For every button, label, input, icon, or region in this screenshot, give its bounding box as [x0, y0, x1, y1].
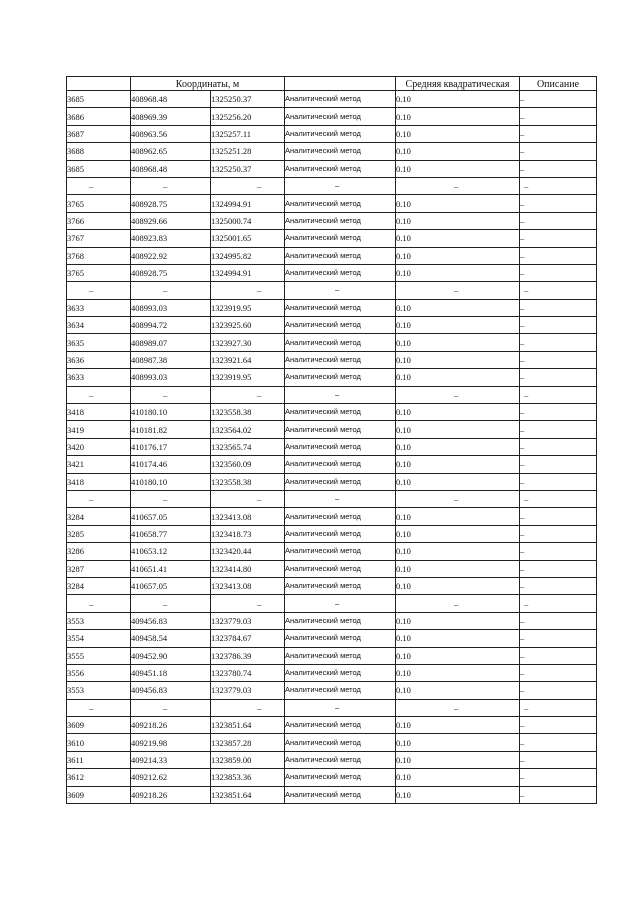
cell-coord-x: 408993.03 — [131, 299, 211, 316]
cell-point-number: 3765 — [67, 195, 131, 212]
cell-coord-x: 408989.07 — [131, 334, 211, 351]
cell-coord-y: 1323853.36 — [211, 769, 285, 786]
cell-point-number: 3612 — [67, 769, 131, 786]
cell-method: Аналитический метод — [285, 525, 396, 542]
cell-point-number: 3611 — [67, 751, 131, 768]
cell-description: – — [520, 577, 597, 594]
cell-error: – — [396, 490, 520, 507]
cell-coord-y: 1325251.28 — [211, 143, 285, 160]
cell-method: Аналитический метод — [285, 351, 396, 368]
cell-method: Аналитический метод — [285, 160, 396, 177]
cell-coord-x: 410657.05 — [131, 508, 211, 525]
cell-coord-x: 409219.98 — [131, 734, 211, 751]
cell-coord-x: – — [131, 699, 211, 716]
cell-point-number: 3284 — [67, 508, 131, 525]
cell-coord-x: – — [131, 282, 211, 299]
cell-coord-x: 410180.10 — [131, 404, 211, 421]
cell-error: – — [396, 282, 520, 299]
table-row — [67, 560, 597, 577]
cell-point-number: 3685 — [67, 91, 131, 108]
cell-method: Аналитический метод — [285, 317, 396, 334]
cell-coord-y: 1323851.64 — [211, 717, 285, 734]
cell-error: 0.10 — [396, 247, 520, 264]
cell-point-number: – — [67, 386, 131, 403]
cell-coord-y: 1323420.44 — [211, 543, 285, 560]
cell-error: 0.10 — [396, 577, 520, 594]
cell-coord-y: 1324994.91 — [211, 264, 285, 281]
table-row — [67, 577, 597, 594]
cell-coord-x: – — [131, 595, 211, 612]
cell-coord-y: 1323784.67 — [211, 630, 285, 647]
cell-point-number: 3554 — [67, 630, 131, 647]
cell-coord-x: 409452.90 — [131, 647, 211, 664]
cell-method: Аналитический метод — [285, 230, 396, 247]
cell-method: Аналитический метод — [285, 786, 396, 803]
cell-error: – — [396, 386, 520, 403]
cell-coord-y: – — [211, 490, 285, 507]
cell-method: Аналитический метод — [285, 664, 396, 681]
cell-description: – — [520, 508, 597, 525]
cell-point-number: 3633 — [67, 369, 131, 386]
cell-coord-x: 408922.92 — [131, 247, 211, 264]
cell-method: – — [285, 595, 396, 612]
cell-error: 0.10 — [396, 751, 520, 768]
cell-coord-y: 1323565.74 — [211, 438, 285, 455]
cell-error: 0.10 — [396, 143, 520, 160]
cell-point-number: – — [67, 177, 131, 194]
cell-coord-y: 1323859.00 — [211, 751, 285, 768]
table-row — [67, 317, 597, 334]
cell-coord-x: 408968.48 — [131, 91, 211, 108]
table-row — [67, 143, 597, 160]
cell-description: – — [520, 334, 597, 351]
cell-method: – — [285, 699, 396, 716]
cell-error: 0.10 — [396, 91, 520, 108]
cell-coord-x: 408993.03 — [131, 369, 211, 386]
cell-description: – — [520, 769, 597, 786]
cell-error: – — [396, 177, 520, 194]
table-row — [67, 473, 597, 490]
cell-error: 0.10 — [396, 299, 520, 316]
cell-coord-x: 408969.39 — [131, 108, 211, 125]
cell-coord-x: 408963.56 — [131, 125, 211, 142]
cell-method: Аналитический метод — [285, 438, 396, 455]
cell-description: – — [520, 490, 597, 507]
cell-point-number: 3285 — [67, 525, 131, 542]
cell-coord-y: 1323857.28 — [211, 734, 285, 751]
cell-method: Аналитический метод — [285, 769, 396, 786]
header-number — [67, 77, 131, 91]
cell-coord-x: 409456.83 — [131, 682, 211, 699]
cell-method: Аналитический метод — [285, 195, 396, 212]
cell-point-number: 3687 — [67, 125, 131, 142]
separator-row — [67, 490, 597, 507]
cell-point-number: 3767 — [67, 230, 131, 247]
header-description: Описание — [520, 77, 597, 91]
table-row — [67, 108, 597, 125]
cell-coord-y: – — [211, 595, 285, 612]
cell-method: – — [285, 386, 396, 403]
cell-coord-y: 1323414.80 — [211, 560, 285, 577]
cell-method: Аналитический метод — [285, 143, 396, 160]
cell-coord-y: 1324994.91 — [211, 195, 285, 212]
cell-point-number: 3419 — [67, 421, 131, 438]
cell-point-number: 3634 — [67, 317, 131, 334]
cell-error: 0.10 — [396, 473, 520, 490]
cell-coord-x: – — [131, 177, 211, 194]
cell-error: 0.10 — [396, 404, 520, 421]
cell-error: 0.10 — [396, 456, 520, 473]
table-row — [67, 543, 597, 560]
cell-description: – — [520, 595, 597, 612]
cell-error: 0.10 — [396, 230, 520, 247]
cell-method: Аналитический метод — [285, 612, 396, 629]
table-row — [67, 299, 597, 316]
cell-point-number: 3420 — [67, 438, 131, 455]
cell-point-number: 3635 — [67, 334, 131, 351]
cell-coord-y: 1323418.73 — [211, 525, 285, 542]
cell-error: 0.10 — [396, 351, 520, 368]
cell-error: 0.10 — [396, 212, 520, 229]
cell-error: 0.10 — [396, 734, 520, 751]
cell-coord-x: 409458.54 — [131, 630, 211, 647]
cell-coord-y: 1325250.37 — [211, 91, 285, 108]
cell-method: – — [285, 282, 396, 299]
cell-error: 0.10 — [396, 264, 520, 281]
cell-method: Аналитический метод — [285, 473, 396, 490]
cell-error: 0.10 — [396, 560, 520, 577]
cell-coord-y: 1323786.39 — [211, 647, 285, 664]
table-row — [67, 734, 597, 751]
table-row — [67, 230, 597, 247]
cell-error: 0.10 — [396, 682, 520, 699]
cell-coord-x: – — [131, 386, 211, 403]
cell-description: – — [520, 699, 597, 716]
cell-description: – — [520, 143, 597, 160]
cell-method: Аналитический метод — [285, 421, 396, 438]
cell-coord-y: 1323560.09 — [211, 456, 285, 473]
cell-coord-y: 1323779.03 — [211, 682, 285, 699]
cell-description: – — [520, 212, 597, 229]
cell-method: Аналитический метод — [285, 508, 396, 525]
table-row — [67, 717, 597, 734]
table-row — [67, 525, 597, 542]
table-row — [67, 769, 597, 786]
cell-point-number: 3555 — [67, 647, 131, 664]
table-row — [67, 264, 597, 281]
cell-method: Аналитический метод — [285, 717, 396, 734]
cell-point-number: 3685 — [67, 160, 131, 177]
cell-coord-y: – — [211, 386, 285, 403]
cell-error: 0.10 — [396, 108, 520, 125]
cell-method: Аналитический метод — [285, 404, 396, 421]
cell-description: – — [520, 682, 597, 699]
table-row — [67, 351, 597, 368]
cell-coord-y: 1325256.20 — [211, 108, 285, 125]
cell-error: 0.10 — [396, 125, 520, 142]
cell-error: 0.10 — [396, 334, 520, 351]
cell-coord-x: 408987.38 — [131, 351, 211, 368]
cell-point-number: 3768 — [67, 247, 131, 264]
cell-description: – — [520, 125, 597, 142]
cell-method: Аналитический метод — [285, 682, 396, 699]
cell-error: 0.10 — [396, 786, 520, 803]
cell-coord-x: 408994.72 — [131, 317, 211, 334]
cell-coord-x: 410180.10 — [131, 473, 211, 490]
separator-row — [67, 699, 597, 716]
cell-method: Аналитический метод — [285, 264, 396, 281]
cell-description: – — [520, 317, 597, 334]
cell-point-number: 3418 — [67, 473, 131, 490]
cell-coord-x: 409212.62 — [131, 769, 211, 786]
cell-description: – — [520, 717, 597, 734]
cell-error: 0.10 — [396, 508, 520, 525]
cell-coord-x: 410181.82 — [131, 421, 211, 438]
cell-description: – — [520, 456, 597, 473]
cell-point-number: 3765 — [67, 264, 131, 281]
separator-row — [67, 282, 597, 299]
cell-description: – — [520, 247, 597, 264]
cell-method: – — [285, 490, 396, 507]
cell-point-number: 3418 — [67, 404, 131, 421]
table-row — [67, 438, 597, 455]
cell-coord-y: 1325001.65 — [211, 230, 285, 247]
cell-method: Аналитический метод — [285, 543, 396, 560]
cell-coord-y: 1324995.82 — [211, 247, 285, 264]
table-header — [67, 77, 597, 91]
cell-point-number: 3287 — [67, 560, 131, 577]
cell-description: – — [520, 473, 597, 490]
table-row — [67, 421, 597, 438]
cell-error: 0.10 — [396, 369, 520, 386]
cell-description: – — [520, 91, 597, 108]
cell-coord-x: 408968.48 — [131, 160, 211, 177]
cell-point-number: 3609 — [67, 717, 131, 734]
cell-coord-y: 1323925.60 — [211, 317, 285, 334]
table-row — [67, 612, 597, 629]
cell-method: Аналитический метод — [285, 734, 396, 751]
cell-point-number: 3609 — [67, 786, 131, 803]
cell-coord-y: 1323921.64 — [211, 351, 285, 368]
cell-point-number: – — [67, 490, 131, 507]
cell-method: Аналитический метод — [285, 212, 396, 229]
table-row — [67, 125, 597, 142]
cell-point-number: 3556 — [67, 664, 131, 681]
cell-description: – — [520, 264, 597, 281]
cell-coord-y: 1323780.74 — [211, 664, 285, 681]
cell-point-number: 3421 — [67, 456, 131, 473]
cell-method: Аналитический метод — [285, 91, 396, 108]
cell-point-number: 3553 — [67, 682, 131, 699]
cell-error: – — [396, 595, 520, 612]
cell-point-number: – — [67, 699, 131, 716]
cell-coord-y: 1323558.38 — [211, 473, 285, 490]
cell-coord-x: 409456.83 — [131, 612, 211, 629]
cell-error: 0.10 — [396, 647, 520, 664]
cell-coord-y: 1323558.38 — [211, 404, 285, 421]
cell-point-number: 3688 — [67, 143, 131, 160]
table-row — [67, 664, 597, 681]
cell-description: – — [520, 404, 597, 421]
cell-coord-y: 1323919.95 — [211, 369, 285, 386]
table-row — [67, 508, 597, 525]
cell-coord-x: 410657.05 — [131, 577, 211, 594]
cell-coord-y: 1325250.37 — [211, 160, 285, 177]
cell-point-number: 3636 — [67, 351, 131, 368]
cell-point-number: 3766 — [67, 212, 131, 229]
cell-method: Аналитический метод — [285, 456, 396, 473]
separator-row — [67, 595, 597, 612]
cell-error: 0.10 — [396, 630, 520, 647]
table-row — [67, 369, 597, 386]
cell-description: – — [520, 543, 597, 560]
table-row — [67, 456, 597, 473]
cell-coord-y: – — [211, 177, 285, 194]
cell-error: 0.10 — [396, 195, 520, 212]
cell-description: – — [520, 386, 597, 403]
table-row — [67, 247, 597, 264]
table-row — [67, 334, 597, 351]
cell-coord-x: 410658.77 — [131, 525, 211, 542]
cell-error: 0.10 — [396, 769, 520, 786]
table-row — [67, 195, 597, 212]
cell-description: – — [520, 108, 597, 125]
cell-error: 0.10 — [396, 438, 520, 455]
cell-coord-x: 409214.33 — [131, 751, 211, 768]
cell-description: – — [520, 612, 597, 629]
cell-error: 0.10 — [396, 160, 520, 177]
cell-method: Аналитический метод — [285, 560, 396, 577]
cell-description: – — [520, 195, 597, 212]
cell-method: Аналитический метод — [285, 247, 396, 264]
cell-coord-y: 1323919.95 — [211, 299, 285, 316]
table-row — [67, 212, 597, 229]
cell-method: Аналитический метод — [285, 647, 396, 664]
header-method — [285, 77, 396, 91]
cell-error: – — [396, 699, 520, 716]
cell-error: 0.10 — [396, 612, 520, 629]
cell-description: – — [520, 734, 597, 751]
cell-method: Аналитический метод — [285, 108, 396, 125]
table-row — [67, 751, 597, 768]
cell-description: – — [520, 299, 597, 316]
cell-coord-y: 1323413.08 — [211, 508, 285, 525]
cell-method: – — [285, 177, 396, 194]
cell-description: – — [520, 160, 597, 177]
cell-coord-y: 1323413.08 — [211, 577, 285, 594]
cell-description: – — [520, 351, 597, 368]
cell-method: Аналитический метод — [285, 299, 396, 316]
cell-coord-y: 1325257.11 — [211, 125, 285, 142]
cell-description: – — [520, 647, 597, 664]
cell-coord-x: 408962.65 — [131, 143, 211, 160]
cell-coord-y: 1323851.64 — [211, 786, 285, 803]
cell-coord-x: 410653.12 — [131, 543, 211, 560]
cell-coord-x: 409451.18 — [131, 664, 211, 681]
cell-point-number: 3286 — [67, 543, 131, 560]
cell-description: – — [520, 177, 597, 194]
cell-description: – — [520, 664, 597, 681]
cell-coord-x: 410176.17 — [131, 438, 211, 455]
header-coordinates: Координаты, м — [131, 77, 285, 91]
table-row — [67, 160, 597, 177]
cell-point-number: 3553 — [67, 612, 131, 629]
cell-coord-y: – — [211, 699, 285, 716]
cell-description: – — [520, 630, 597, 647]
table-row — [67, 647, 597, 664]
cell-point-number: 3633 — [67, 299, 131, 316]
cell-error: 0.10 — [396, 717, 520, 734]
cell-description: – — [520, 369, 597, 386]
cell-error: 0.10 — [396, 543, 520, 560]
cell-method: Аналитический метод — [285, 334, 396, 351]
table-body — [67, 91, 597, 804]
cell-description: – — [520, 421, 597, 438]
cell-error: 0.10 — [396, 317, 520, 334]
cell-coord-x: 408928.75 — [131, 264, 211, 281]
cell-point-number: 3610 — [67, 734, 131, 751]
cell-error: 0.10 — [396, 525, 520, 542]
header-error: Средняя квадратическая — [396, 77, 520, 91]
cell-point-number: 3284 — [67, 577, 131, 594]
coordinates-table — [66, 76, 597, 804]
cell-coord-y: 1323927.30 — [211, 334, 285, 351]
cell-coord-y: 1323564.02 — [211, 421, 285, 438]
cell-point-number: – — [67, 595, 131, 612]
table-row — [67, 786, 597, 803]
cell-method: Аналитический метод — [285, 125, 396, 142]
cell-description: – — [520, 786, 597, 803]
cell-method: Аналитический метод — [285, 751, 396, 768]
table-row — [67, 682, 597, 699]
cell-coord-x: – — [131, 490, 211, 507]
table-row — [67, 630, 597, 647]
cell-description: – — [520, 560, 597, 577]
separator-row — [67, 386, 597, 403]
cell-coord-x: 408929.66 — [131, 212, 211, 229]
cell-coord-y: – — [211, 282, 285, 299]
cell-coord-x: 408928.75 — [131, 195, 211, 212]
cell-description: – — [520, 230, 597, 247]
cell-description: – — [520, 282, 597, 299]
cell-description: – — [520, 525, 597, 542]
cell-error: 0.10 — [396, 664, 520, 681]
cell-error: 0.10 — [396, 421, 520, 438]
table-row — [67, 91, 597, 108]
cell-method: Аналитический метод — [285, 369, 396, 386]
cell-coord-y: 1323779.03 — [211, 612, 285, 629]
cell-point-number: 3686 — [67, 108, 131, 125]
cell-method: Аналитический метод — [285, 630, 396, 647]
cell-point-number: – — [67, 282, 131, 299]
cell-description: – — [520, 751, 597, 768]
cell-method: Аналитический метод — [285, 577, 396, 594]
cell-coord-x: 410651.41 — [131, 560, 211, 577]
cell-coord-x: 410174.46 — [131, 456, 211, 473]
cell-coord-x: 408923.83 — [131, 230, 211, 247]
cell-coord-x: 409218.26 — [131, 717, 211, 734]
cell-coord-y: 1325000.74 — [211, 212, 285, 229]
table-row — [67, 404, 597, 421]
cell-coord-x: 409218.26 — [131, 786, 211, 803]
cell-description: – — [520, 438, 597, 455]
separator-row — [67, 177, 597, 194]
